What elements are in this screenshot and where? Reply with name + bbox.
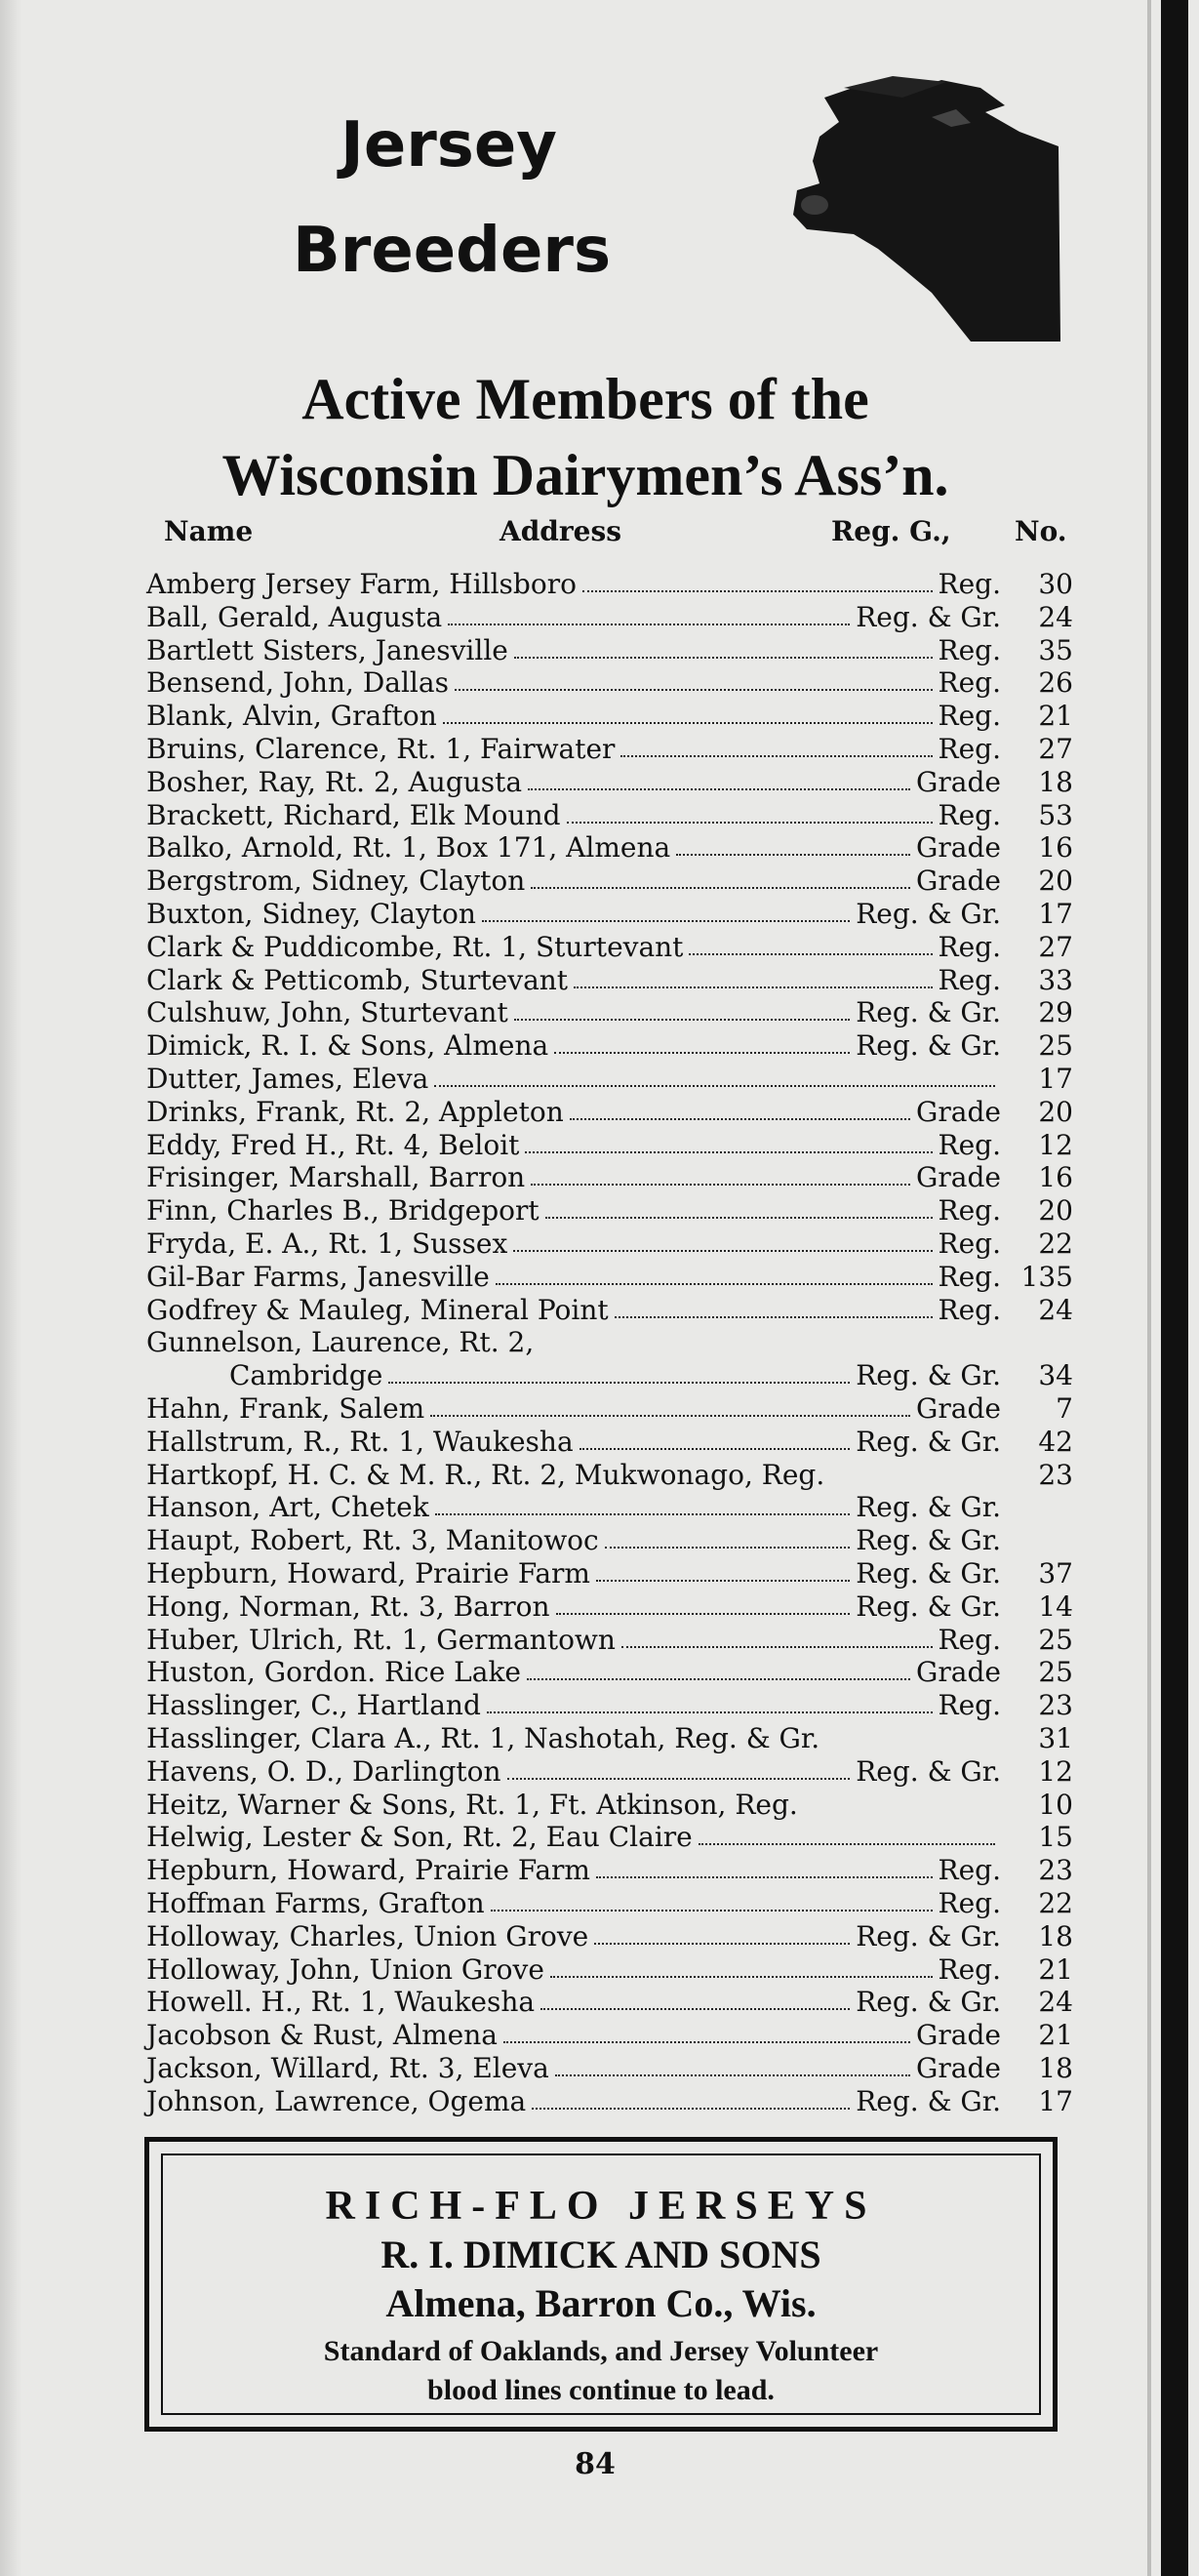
member-number: 53 bbox=[1038, 799, 1073, 831]
member-number: 37 bbox=[1038, 1557, 1073, 1590]
member-grade: Reg. bbox=[938, 1294, 1001, 1326]
member-row bbox=[146, 1656, 1073, 1689]
member-number: 15 bbox=[1038, 1821, 1073, 1853]
member-name: Dimick, R. I. & Sons, Almena bbox=[146, 1029, 549, 1062]
member-row bbox=[146, 1129, 1073, 1162]
member-number: 23 bbox=[1038, 1459, 1073, 1491]
member-row bbox=[146, 1491, 1073, 1524]
member-number: 27 bbox=[1038, 733, 1073, 765]
member-number: 18 bbox=[1038, 2052, 1073, 2084]
member-grade: Reg. bbox=[938, 1953, 1001, 1986]
member-name: Cambridge bbox=[229, 1359, 383, 1391]
member-row bbox=[146, 601, 1073, 634]
member-number: 12 bbox=[1038, 1755, 1073, 1788]
member-row bbox=[229, 1359, 1073, 1392]
member-row bbox=[146, 1029, 1073, 1063]
leader-dots bbox=[532, 2107, 850, 2110]
leader-dots bbox=[570, 1117, 910, 1120]
member-name: Helwig, Lester & Son, Rt. 2, Eau Claire bbox=[146, 1821, 693, 1853]
leader-dots bbox=[804, 1811, 995, 1812]
member-grade: Reg. & Gr. bbox=[856, 601, 1001, 633]
leader-dots bbox=[388, 1381, 850, 1384]
member-name: Buxton, Sidney, Clayton bbox=[146, 898, 476, 930]
member-name: Hong, Norman, Rt. 3, Barron bbox=[146, 1590, 550, 1623]
member-number: 14 bbox=[1038, 1590, 1073, 1623]
member-row bbox=[146, 1194, 1073, 1228]
member-name: Hoffman Farms, Grafton bbox=[146, 1887, 485, 1919]
leader-dots bbox=[605, 1546, 851, 1549]
leader-dots bbox=[435, 1512, 851, 1515]
member-name: Heitz, Warner & Sons, Rt. 1, Ft. Atkinson, Reg. bbox=[146, 1789, 798, 1821]
member-name: Fryda, E. A., Rt. 1, Sussex bbox=[146, 1228, 508, 1260]
member-grade: Reg. bbox=[938, 964, 1001, 996]
member-grade: Reg. bbox=[938, 931, 1001, 963]
leader-dots bbox=[596, 1875, 933, 1878]
leader-dots bbox=[503, 2040, 910, 2043]
member-name: Bosher, Ray, Rt. 2, Augusta bbox=[146, 766, 523, 798]
member-row bbox=[146, 1392, 1073, 1426]
member-name: Gunnelson, Laurence, Rt. 2, bbox=[146, 1326, 535, 1358]
member-row bbox=[146, 766, 1073, 799]
member-name: Brackett, Richard, Elk Mound bbox=[146, 799, 561, 831]
member-number: 21 bbox=[1038, 1953, 1073, 1986]
advertisement-box bbox=[144, 2137, 1058, 2432]
member-grade: Reg. bbox=[938, 634, 1001, 666]
leader-dots bbox=[555, 2073, 910, 2076]
member-name: Hahn, Frank, Salem bbox=[146, 1392, 425, 1425]
member-row bbox=[146, 1590, 1073, 1624]
member-grade: Reg. & Gr. bbox=[856, 1920, 1001, 1952]
jersey-cow-head-icon bbox=[785, 68, 1068, 346]
member-row bbox=[146, 1326, 1073, 1359]
member-grade: Grade bbox=[916, 1161, 1001, 1193]
member-name: Godfrey & Mauleg, Mineral Point bbox=[146, 1294, 609, 1326]
member-grade: Reg. bbox=[938, 1129, 1001, 1161]
member-row bbox=[146, 2052, 1073, 2085]
member-number: 25 bbox=[1038, 1656, 1073, 1688]
ad-tagline-2: blood lines continue to lead. bbox=[427, 2374, 775, 2406]
member-grade: Reg. bbox=[938, 568, 1001, 600]
leader-dots bbox=[491, 1909, 933, 1912]
member-name: Clark & Puddicombe, Rt. 1, Sturtevant bbox=[146, 931, 684, 963]
leader-dots bbox=[514, 1018, 851, 1021]
member-number: 12 bbox=[1038, 1129, 1073, 1161]
member-name: Haupt, Robert, Rt. 3, Manitowoc bbox=[146, 1524, 599, 1556]
member-name: Bartlett Sisters, Janesville bbox=[146, 634, 508, 666]
member-name: Hasslinger, Clara A., Rt. 1, Nashotah, Reg. & Gr. bbox=[146, 1722, 820, 1754]
member-row bbox=[146, 666, 1073, 700]
member-grade: Reg. & Gr. bbox=[856, 1426, 1001, 1458]
member-name: Ball, Gerald, Augusta bbox=[146, 601, 443, 633]
member-number: 24 bbox=[1038, 1986, 1073, 2018]
member-row bbox=[146, 733, 1073, 766]
member-number: 25 bbox=[1038, 1029, 1073, 1062]
member-row bbox=[146, 1557, 1073, 1590]
member-number: 29 bbox=[1038, 996, 1073, 1028]
member-grade: Reg. bbox=[938, 666, 1001, 699]
leader-dots bbox=[540, 2007, 850, 2010]
leader-dots bbox=[825, 1745, 995, 1746]
member-name: Bergstrom, Sidney, Clayton bbox=[146, 865, 526, 897]
member-grade: Reg. & Gr. bbox=[856, 1359, 1001, 1391]
member-row bbox=[146, 1096, 1073, 1129]
member-name: Holloway, John, Union Grove bbox=[146, 1953, 544, 1986]
member-grade: Grade bbox=[916, 2019, 1001, 2051]
subtitle-line-1: Active Members of the bbox=[301, 367, 869, 431]
ad-brand: RICH-FLO JERSEYS bbox=[325, 2184, 877, 2229]
leader-dots bbox=[531, 1183, 910, 1186]
leader-dots bbox=[531, 886, 910, 889]
header-name: Name bbox=[164, 515, 254, 547]
member-grade: Reg. & Gr. bbox=[856, 1491, 1001, 1523]
member-row bbox=[146, 1986, 1073, 2019]
ad-location: Almena, Barron Co., Wis. bbox=[385, 2281, 817, 2325]
member-row bbox=[146, 1261, 1073, 1294]
member-number: 135 bbox=[1020, 1261, 1073, 1293]
member-number: 30 bbox=[1038, 568, 1073, 600]
member-name: Johnson, Lawrence, Ogema bbox=[146, 2085, 527, 2117]
member-grade: Reg. bbox=[938, 799, 1001, 831]
member-row bbox=[146, 1722, 1073, 1755]
leader-dots bbox=[830, 1481, 995, 1482]
leader-dots bbox=[689, 952, 932, 955]
member-row bbox=[146, 1228, 1073, 1261]
member-number: 16 bbox=[1038, 1161, 1073, 1193]
member-number: 17 bbox=[1038, 898, 1073, 930]
member-row bbox=[146, 1161, 1073, 1194]
member-row bbox=[146, 1624, 1073, 1657]
member-number: 22 bbox=[1038, 1228, 1073, 1260]
member-name: Bensend, John, Dallas bbox=[146, 666, 449, 699]
member-row bbox=[146, 1953, 1073, 1987]
member-grade: Reg. bbox=[938, 1228, 1001, 1260]
member-name: Drinks, Frank, Rt. 2, Appleton bbox=[146, 1096, 564, 1128]
member-row bbox=[146, 568, 1073, 601]
leader-dots bbox=[496, 1282, 933, 1285]
member-row bbox=[146, 931, 1073, 964]
member-number: 42 bbox=[1038, 1426, 1073, 1458]
member-number: 25 bbox=[1038, 1624, 1073, 1656]
member-name: Hanson, Art, Chetek bbox=[146, 1491, 429, 1523]
member-number: 22 bbox=[1038, 1887, 1073, 1919]
binding-bar bbox=[1161, 0, 1188, 2576]
member-grade: Reg. & Gr. bbox=[856, 1590, 1001, 1623]
leader-dots bbox=[448, 623, 850, 625]
member-row bbox=[146, 2085, 1073, 2118]
subtitle-line-2: Wisconsin Dairymen’s Ass’n. bbox=[221, 443, 949, 507]
member-number: 17 bbox=[1038, 1063, 1073, 1095]
member-grade: Reg. bbox=[938, 733, 1001, 765]
member-grade: Reg. & Gr. bbox=[856, 1029, 1001, 1062]
page-right-edge bbox=[1147, 0, 1151, 2576]
member-row bbox=[146, 1854, 1073, 1887]
association-heading bbox=[117, 361, 1054, 513]
member-row bbox=[146, 1459, 1073, 1492]
ad-company: R. I. DIMICK AND SONS bbox=[380, 2233, 821, 2276]
member-number: 7 bbox=[1056, 1392, 1073, 1425]
member-name: Dutter, James, Eleva bbox=[146, 1063, 429, 1095]
member-grade: Grade bbox=[916, 1656, 1001, 1688]
leader-dots bbox=[567, 821, 933, 824]
member-row bbox=[146, 1524, 1073, 1557]
leader-dots bbox=[596, 1579, 850, 1582]
member-number: 27 bbox=[1038, 931, 1073, 963]
member-grade: Reg. & Gr. bbox=[856, 1755, 1001, 1788]
member-grade: Reg. & Gr. bbox=[856, 2085, 1001, 2117]
member-row bbox=[146, 1063, 1073, 1096]
member-row bbox=[146, 2019, 1073, 2052]
header-number: No. bbox=[1015, 515, 1067, 547]
leader-dots bbox=[455, 688, 933, 691]
member-grade: Grade bbox=[916, 1096, 1001, 1128]
member-name: Hepburn, Howard, Prairie Farm bbox=[146, 1854, 590, 1886]
member-row bbox=[146, 1689, 1073, 1722]
member-name: Huber, Ulrich, Rt. 1, Germantown bbox=[146, 1624, 616, 1656]
member-row bbox=[146, 799, 1073, 832]
member-row bbox=[146, 1755, 1073, 1789]
leader-dots bbox=[528, 787, 910, 790]
member-name: Balko, Arnold, Rt. 1, Box 171, Almena bbox=[146, 831, 671, 864]
member-name: Amberg Jersey Farm, Hillsboro bbox=[146, 568, 577, 600]
member-name: Holloway, Charles, Union Grove bbox=[146, 1920, 589, 1952]
leader-dots bbox=[434, 1084, 995, 1087]
member-grade: Reg. bbox=[938, 700, 1001, 732]
member-name: Frisinger, Marshall, Barron bbox=[146, 1161, 526, 1193]
leader-dots bbox=[507, 1777, 851, 1780]
member-number: 23 bbox=[1038, 1689, 1073, 1721]
member-name: Jacobson & Rust, Almena bbox=[146, 2019, 498, 2051]
leader-dots bbox=[621, 1645, 933, 1648]
leader-dots bbox=[556, 1612, 851, 1615]
leader-dots bbox=[482, 919, 850, 922]
member-name: Hallstrum, R., Rt. 1, Waukesha bbox=[146, 1426, 574, 1458]
member-name: Jackson, Willard, Rt. 3, Eleva bbox=[146, 2052, 549, 2084]
member-grade: Reg. bbox=[938, 1194, 1001, 1227]
member-row bbox=[146, 865, 1073, 898]
member-row bbox=[146, 1821, 1073, 1854]
title-line-2: Breeders bbox=[293, 215, 612, 287]
member-number: 34 bbox=[1038, 1359, 1073, 1391]
member-grade: Reg. bbox=[938, 1689, 1001, 1721]
leader-dots bbox=[487, 1711, 933, 1713]
member-name: Blank, Alvin, Grafton bbox=[146, 700, 437, 732]
leader-dots bbox=[554, 1051, 850, 1054]
leader-dots bbox=[676, 853, 910, 856]
member-number: 24 bbox=[1038, 601, 1073, 633]
member-name: Clark & Petticomb, Sturtevant bbox=[146, 964, 569, 996]
leader-dots bbox=[514, 656, 933, 659]
page-title bbox=[293, 93, 612, 303]
member-row bbox=[146, 1789, 1073, 1822]
member-grade: Grade bbox=[916, 2052, 1001, 2084]
member-name: Hartkopf, H. C. & M. R., Rt. 2, Mukwonago, Reg. bbox=[146, 1459, 825, 1491]
member-number: 10 bbox=[1038, 1789, 1073, 1821]
member-name: Gil-Bar Farms, Janesville bbox=[146, 1261, 490, 1293]
column-headers bbox=[0, 515, 1199, 554]
leader-dots bbox=[580, 1447, 851, 1450]
leader-dots bbox=[574, 986, 932, 988]
title-line-1: Jersey bbox=[340, 109, 557, 181]
member-row bbox=[146, 700, 1073, 733]
member-grade: Reg. bbox=[938, 1854, 1001, 1886]
member-row bbox=[146, 1920, 1073, 1953]
member-grade: Grade bbox=[916, 831, 1001, 864]
leader-dots bbox=[699, 1842, 995, 1845]
member-row bbox=[146, 898, 1073, 931]
member-grade: Grade bbox=[916, 1392, 1001, 1425]
member-number: 18 bbox=[1038, 1920, 1073, 1952]
leader-dots bbox=[443, 721, 933, 724]
member-grade: Reg. & Gr. bbox=[856, 1557, 1001, 1590]
member-name: Eddy, Fred H., Rt. 4, Beloit bbox=[146, 1129, 520, 1161]
member-number: 31 bbox=[1038, 1722, 1073, 1754]
member-grade: Grade bbox=[916, 766, 1001, 798]
leader-dots bbox=[582, 589, 933, 592]
member-name: Hasslinger, C., Hartland bbox=[146, 1689, 481, 1721]
member-name: Culshuw, John, Sturtevant bbox=[146, 996, 508, 1028]
leader-dots bbox=[540, 1348, 995, 1349]
leader-dots bbox=[615, 1315, 933, 1318]
member-number: 20 bbox=[1038, 865, 1073, 897]
member-name: Huston, Gordon. Rice Lake bbox=[146, 1656, 522, 1688]
leader-dots bbox=[550, 1975, 933, 1978]
leader-dots bbox=[513, 1249, 932, 1252]
member-row bbox=[146, 831, 1073, 865]
member-number: 16 bbox=[1038, 831, 1073, 864]
member-grade: Reg. & Gr. bbox=[856, 898, 1001, 930]
member-number: 20 bbox=[1038, 1194, 1073, 1227]
leader-dots bbox=[525, 1150, 932, 1153]
member-row bbox=[146, 1294, 1073, 1327]
leader-dots bbox=[594, 1942, 850, 1945]
member-number: 23 bbox=[1038, 1854, 1073, 1886]
member-row bbox=[146, 1887, 1073, 1920]
member-grade: Reg. & Gr. bbox=[856, 1524, 1001, 1556]
member-grade: Reg. & Gr. bbox=[856, 996, 1001, 1028]
member-number: 17 bbox=[1038, 2085, 1073, 2117]
member-number: 35 bbox=[1038, 634, 1073, 666]
member-number: 26 bbox=[1038, 666, 1073, 699]
member-number: 18 bbox=[1038, 766, 1073, 798]
member-name: Havens, O. D., Darlington bbox=[146, 1755, 501, 1788]
header-address: Address bbox=[500, 515, 621, 547]
member-row bbox=[146, 634, 1073, 667]
member-name: Howell. H., Rt. 1, Waukesha bbox=[146, 1986, 536, 2018]
page-number: 84 bbox=[575, 2447, 616, 2481]
leader-dots bbox=[527, 1677, 910, 1680]
member-number: 20 bbox=[1038, 1096, 1073, 1128]
member-row bbox=[146, 996, 1073, 1029]
page-left-edge bbox=[0, 0, 21, 2576]
member-name: Bruins, Clarence, Rt. 1, Fairwater bbox=[146, 733, 616, 765]
header-reg-grade: Reg. G., bbox=[831, 515, 951, 547]
leader-dots bbox=[545, 1216, 933, 1219]
member-number: 21 bbox=[1038, 700, 1073, 732]
member-number: 33 bbox=[1038, 964, 1073, 996]
member-grade: Reg. & Gr. bbox=[856, 1986, 1001, 2018]
member-name: Finn, Charles B., Bridgeport bbox=[146, 1194, 540, 1227]
member-name: Hepburn, Howard, Prairie Farm bbox=[146, 1557, 590, 1590]
member-number: 24 bbox=[1038, 1294, 1073, 1326]
member-grade: Reg. bbox=[938, 1624, 1001, 1656]
member-grade: Reg. bbox=[938, 1261, 1001, 1293]
ad-tagline-1: Standard of Oaklands, and Jersey Volunteer bbox=[323, 2335, 879, 2367]
member-grade: Reg. bbox=[938, 1887, 1001, 1919]
member-grade: Grade bbox=[916, 865, 1001, 897]
leader-dots bbox=[430, 1414, 910, 1417]
leader-dots bbox=[620, 754, 932, 757]
member-number: 21 bbox=[1038, 2019, 1073, 2051]
member-row bbox=[146, 1426, 1073, 1459]
member-row bbox=[146, 964, 1073, 997]
